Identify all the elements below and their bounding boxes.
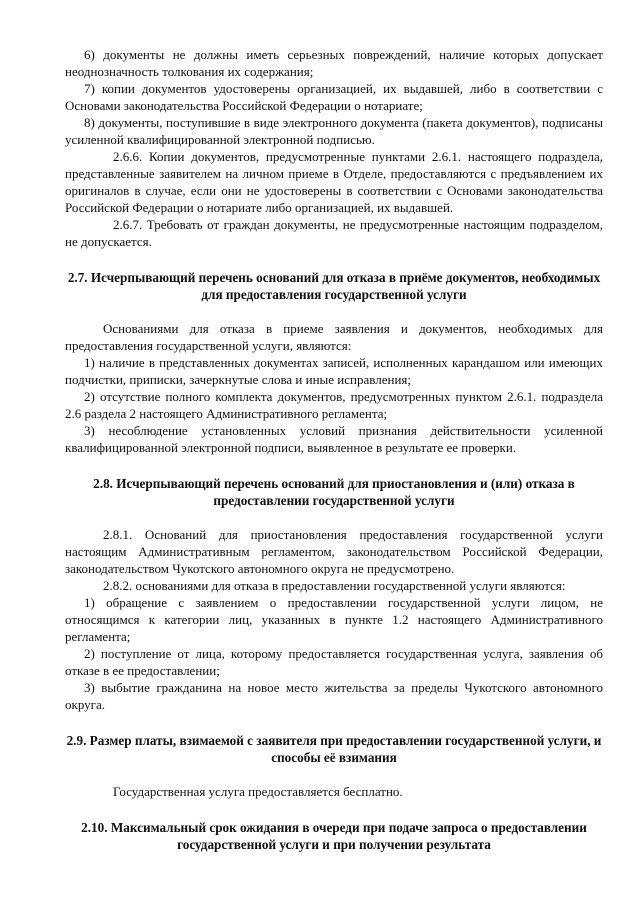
list-item-7: 7) копии документов удостоверены организацией, их выдавшей, либо в соответствии с Основами законодательства Российской Федерации о нотариате;	[65, 81, 603, 113]
paragraph-2-8-2: 2.8.2. основаниями для отказа в предоставлении государственной услуги являются:	[103, 578, 566, 593]
paragraph-2-8-1: 2.8.1. Оснований для приостановления предоставления государственной услуги настоящим Административным регламентом, законодательством Российской Федерации, законодательством Чукотского автономного округа не предусмотрено.	[65, 527, 603, 576]
section-heading-2-9: 2.9. Размер платы, взимаемой с заявителя при предоставлении государственной услуги, и способы её взимания	[66, 733, 602, 765]
paragraph-2-9-fee: Государственная услуга предоставляется бесплатно.	[113, 784, 403, 799]
section-2-7-item-2: 2) отсутствие полного комплекта документов, предусмотренных пунктом 2.6.1. подраздела 2.6 раздела 2 настоящего Административного регламента;	[65, 389, 603, 421]
section-2-8-item-3: 3) выбытие гражданина на новое место жительства за пределы Чукотского автономного округа.	[65, 680, 603, 712]
section-2-7-item-1: 1) наличие в представленных документах записей, исполненных карандашом или имеющих подчистки, приписки, зачеркнутые слова и иные исправления;	[65, 355, 603, 387]
paragraph-2-6-7: 2.6.7. Требовать от граждан документы, не предусмотренные настоящим подразделом, не допускается.	[65, 217, 603, 249]
section-heading-2-10: 2.10. Максимальный срок ожидания в очереди при подаче запроса о предоставлении государственной услуги и при получении результата	[81, 820, 587, 852]
section-2-8-item-2: 2) поступление от лица, которому предоставляется государственная услуга, заявления об отказе в ее предоставлении;	[65, 646, 603, 678]
section-2-8-item-1: 1) обращение с заявлением о предоставлении государственной услуги лицом, не относящимся к категории лиц, указанных в пункте 1.2 настоящего Административного регламента;	[65, 595, 603, 644]
section-2-7-intro: Основаниями для отказа в приеме заявления и документов, необходимых для предоставления государственной услуги, являются:	[65, 321, 603, 353]
section-heading-2-8: 2.8. Исчерпывающий перечень оснований для приостановления и (или) отказа в предоставлении государственной услуги	[93, 476, 575, 508]
section-2-7-item-3: 3) несоблюдение установленных условий признания действительности усиленной квалифицированной электронной подписи, выявленное в результате ее проверки.	[65, 423, 603, 455]
paragraph-2-6-6: 2.6.6. Копии документов, предусмотренные пунктами 2.6.1. настоящего подраздела, представленные заявителем на личном приеме в Отделе, предоставляются с предъявлением их оригиналов в случае, если они не удостоверены в соответствии с Основами законодательства Российской Федерации о нотариате либо организацией, их выдавшей.	[65, 149, 603, 215]
document-page	[65, 46, 603, 853]
list-item-6: 6) документы не должны иметь серьезных повреждений, наличие которых допускает неоднозначность толкования их содержания;	[65, 47, 603, 79]
section-heading-2-7: 2.7. Исчерпывающий перечень оснований для отказа в приёме документов, необходимых для предоставления государственной услуги	[67, 270, 601, 302]
list-item-8: 8) документы, поступившие в виде электронного документа (пакета документов), подписаны усиленной квалифицированной электронной подписью.	[65, 115, 603, 147]
